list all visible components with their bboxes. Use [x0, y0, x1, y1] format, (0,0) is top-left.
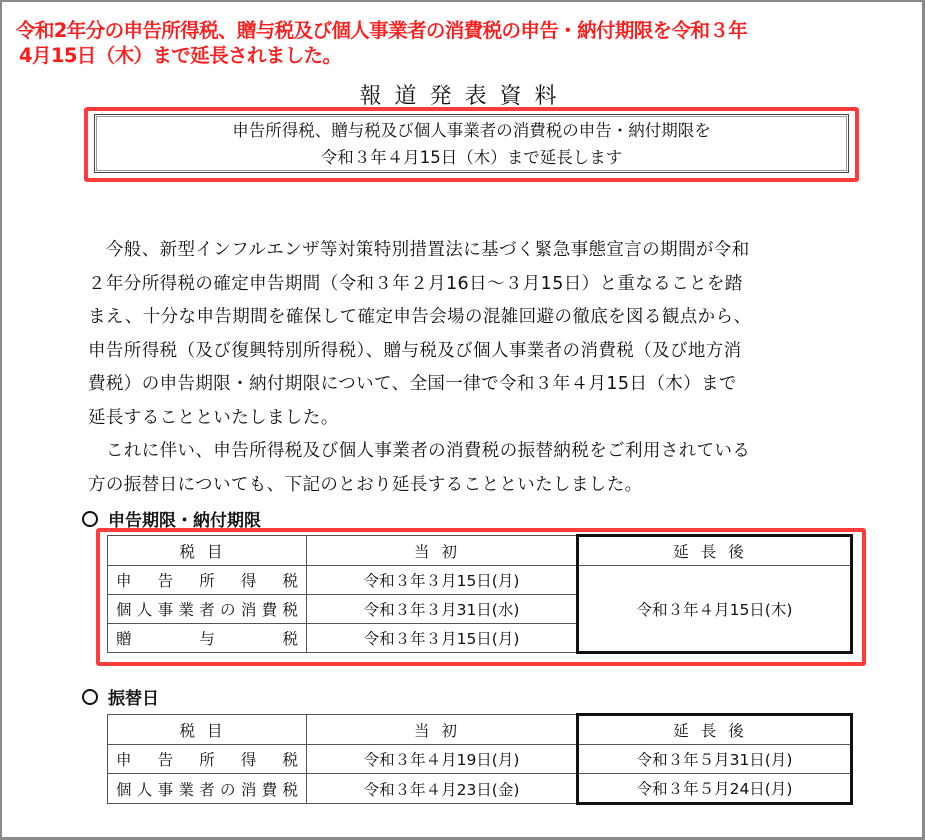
column-header-extended: 延長後 — [578, 536, 852, 566]
transfer-section-heading — [82, 688, 159, 710]
body-paragraphs — [88, 234, 858, 502]
column-header-tax: 税目 — [108, 536, 307, 566]
circle-bullet-icon — [82, 511, 98, 527]
headline-line-1: 申告所得税、贈与税及び個人事業者の消費税の申告・納付期限を — [232, 121, 711, 140]
extended-date-cell: 令和３年５月24日(月) — [578, 774, 852, 804]
tax-type-cell: 個人事業者の消費税 — [108, 774, 307, 804]
original-date-cell: 令和３年３月15日(月) — [307, 566, 578, 595]
notice-line-1: 令和2年分の申告所得税、贈与税及び個人事業者の消費税の申告・納付期限を令和３年 — [16, 19, 748, 42]
tax-type-cell: 個人事業者の消費税 — [108, 595, 307, 624]
table-row — [108, 774, 852, 804]
body-line: 費税）の申告期限・納付期限について、全国一律で令和３年４月15日（木）まで — [88, 374, 737, 394]
body-line: ２年分所得税の確定申告期間（令和３年２月16日～３月15日）と重なることを踏 — [88, 273, 743, 294]
body-line: これに伴い、申告所得税及び個人事業者の消費税の振替納税をご利用されている — [88, 441, 751, 461]
body-line: 今般、新型インフルエンザ等対策特別措置法に基づく緊急事態宣言の期間が令和 — [88, 240, 750, 260]
table-row — [108, 745, 852, 774]
deadline-heading-text: 申告期限・納付期限 — [108, 511, 261, 531]
red-notice — [16, 18, 896, 68]
notice-line-2: 4月15日（木）まで延長されました。 — [19, 44, 342, 67]
column-header-tax: 税目 — [108, 715, 307, 745]
headline-line-2: 令和３年４月15日（木）まで延長します — [320, 148, 623, 167]
headline-highlight — [84, 107, 859, 182]
table-header-row — [108, 715, 852, 745]
deadline-table-highlight — [96, 528, 866, 666]
body-line: 申告所得税（及び復興特別所得税）、贈与税及び個人事業者の消費税（及び地方消 — [88, 340, 742, 361]
column-header-original: 当初 — [307, 715, 578, 745]
extended-date-cell: 令和３年４月15日(木) — [578, 566, 852, 653]
extended-date-cell: 令和３年５月31日(月) — [578, 745, 852, 774]
tax-type-cell: 申告所得税 — [108, 745, 307, 774]
original-date-cell: 令和３年４月23日(金) — [307, 774, 578, 804]
original-date-cell: 令和３年３月15日(月) — [307, 624, 578, 653]
tax-type-cell: 申告所得税 — [108, 566, 307, 595]
body-line: 延長することといたしました。 — [88, 407, 339, 428]
column-header-original: 当初 — [307, 536, 578, 566]
circle-bullet-icon — [82, 689, 98, 705]
page-title: 報道発表資料 — [359, 84, 570, 109]
column-header-extended: 延長後 — [578, 715, 852, 745]
body-line: 方の振替日についても、下記のとおり延長することといたしました。 — [88, 474, 643, 495]
tax-type-cell: 贈与税 — [108, 624, 307, 653]
body-line: まえ、十分な申告期間を確保して確定申告会場の混雑回避の徹底を図る観点から、 — [88, 307, 752, 327]
original-date-cell: 令和３年４月19日(月) — [307, 745, 578, 774]
transfer-table — [107, 713, 853, 805]
original-date-cell: 令和３年３月31日(水) — [307, 595, 578, 624]
transfer-heading-text: 振替日 — [108, 689, 159, 709]
